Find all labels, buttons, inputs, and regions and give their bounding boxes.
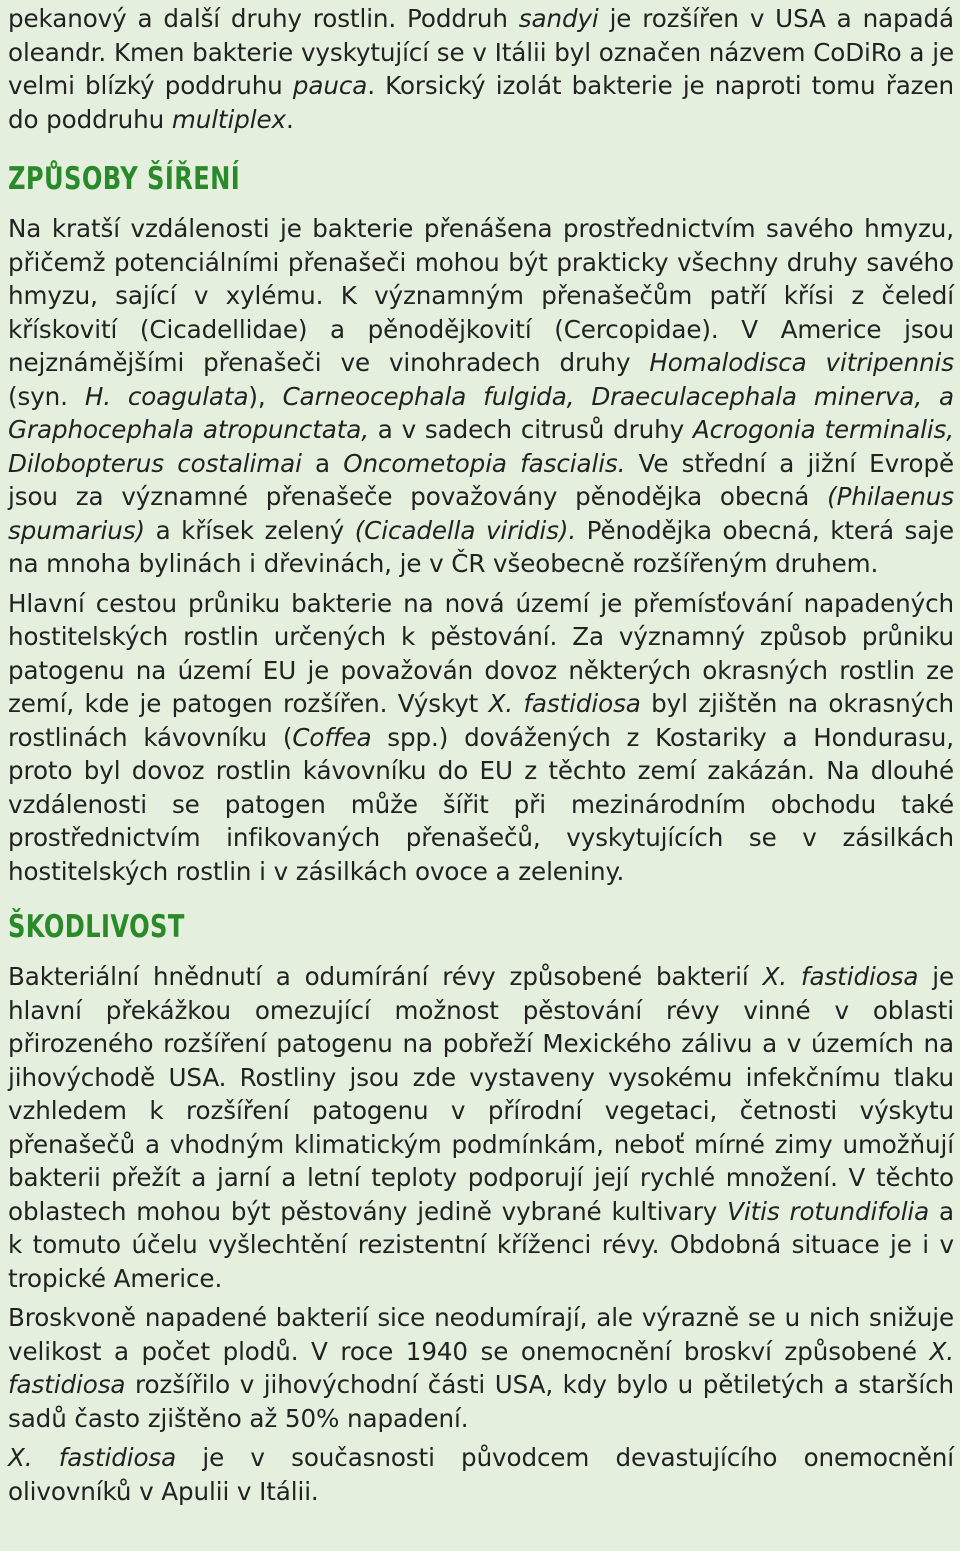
harm-paragraph-olive [8, 1441, 954, 1508]
text-span: Ve střední a jižní Evropě jsou za významné přenašeče považovány pěnodějka obecná [8, 448, 954, 511]
text-span: . [285, 104, 294, 134]
text-span: spp.) dovážených z Kostariky a Hondurasu, proto byl dovoz rostlin kávovníku do EU z těchto zemí zakázán. Na dlouhé vzdálenosti se patogen může šířit při mezinárodním obchodu také prostřednictvím infikovaných přenašečů, vyskytujících se v zásilkách hostitelských rostlin i v zásilkách ovoce a zeleniny. [8, 722, 954, 886]
species-name: Homalodisca vitripennis [649, 348, 954, 377]
harm-paragraph-peach [8, 1301, 954, 1435]
species-name: Carneocephala fulgida, Draeculacephala minerva, a Graphocephala atropunctata, [8, 381, 955, 444]
text-span: je rozšířen v USA a napadá oleandr. Kmen bakterie vyskytující se v Itálii byl označen názvem CoDiRo a je velmi blízký poddruhu [8, 4, 954, 100]
text-span: (syn. [8, 381, 85, 411]
species-name: Acrogonia terminalis, Dilobopterus costalimai [8, 415, 954, 478]
text-span: Hlavní cestou průniku bakterie na nová území je přemísťování napadených hostitelských rostlin určených k pěstování. Za významný způsob průniku patogenu na území EU je považován dovoz některých okrasných rostlin ze zemí, kde je patogen rozšířen. Výskyt [8, 588, 954, 718]
text-span: a v sadech citrusů druhy [368, 415, 693, 444]
text-span: Broskvoně napadené bakterií sice neodumírají, ale výrazně se u nich snižuje velikost a počet plodů. V roce 1940 se onemocnění broskví způsobené [8, 1303, 954, 1366]
species-name: X. fastidiosa [8, 1336, 954, 1399]
text-span: je hlavní překážkou omezující možnost pěstování révy vinné v oblasti přirozeného rozšíření patogenu na pobřeží Mexického zálivu a v územích na jihovýchodě USA. Rostliny jsou zde vystaveny vysokému infekčnímu tlaku vzhledem k rozšíření patogenu v přírodní vegetaci, četnosti výskytu přenašečů a vhodným klimatickým podmínkám, neboť mírné zimy umožňují bakterii přežít a jarní a letní teploty podporují její rychlé množení. V těchto oblastech mohou být pěstovány jedině vybrané kultivary [8, 962, 954, 1226]
subspecies-name: pauca [292, 71, 368, 100]
species-name: Coffea [292, 722, 372, 752]
text-span: Pěnodějka obecná, která saje na mnoha bylinách i dřevinách, je v ČR všeobecně rozšířeným druhem. [8, 515, 954, 578]
spread-paragraph-trade [8, 587, 954, 889]
text-span: je v současnosti původcem devastujícího onemocnění olivovníků v Apulii v Itálii. [8, 1443, 954, 1506]
subspecies-name: multiplex [171, 104, 286, 134]
spread-paragraph-vectors [8, 212, 954, 581]
subspecies-name: sandyi [518, 4, 599, 33]
text-span: byl zjištěn na okrasných rostlinách kávovníku ( [8, 689, 955, 752]
text-span: Na kratší vzdálenosti je bakterie přenášena prostřednictvím savého hmyzu, přičemž potenciálními přenašeči mohou být prakticky všechny druhy savého hmyzu, sající v xylému. K významným přenašečům patří křísi z čeledí křískovití (Cicadellidae) a pěnodějkovití (Cercopidae). V Americe jsou nejznámějšími přenašeči ve vinohradech druhy [8, 214, 954, 377]
text-span: pekanový a další druhy rostlin. Poddruh [8, 4, 519, 33]
species-name: (Philaenus spumarius) [8, 482, 954, 545]
text-span: . Korsický izolát bakterie je naproti tomu řazen do poddruhu [8, 71, 954, 134]
species-name: X. fastidiosa [488, 689, 641, 718]
species-name: Vitis rotundifolia [727, 1196, 930, 1226]
text-span: a křísek zelený [144, 515, 355, 545]
harm-paragraph-grapevine [8, 960, 954, 1295]
text-span: a k tomuto účelu vyšlechtění rezistentní kříženci révy. Obdobná situace je i v tropické Americe. [8, 1196, 954, 1293]
species-name: X. fastidiosa [8, 1443, 177, 1472]
section-heading-harm: ŠKODLIVOST [8, 909, 185, 945]
text-span: rozšířilo v jihovýchodní části USA, kdy bylo u pětiletých a starších sadů často zjištěno až 50% napadení. [8, 1370, 954, 1433]
species-name: (Cicadella viridis). [354, 515, 577, 545]
species-name: H. coagulata [84, 381, 249, 411]
intro-paragraph [8, 2, 954, 136]
text-span: ), [248, 381, 283, 411]
species-name: X. fastidiosa [762, 962, 919, 991]
section-heading-spread: ZPŮSOBY ŠÍŘENÍ [8, 161, 241, 197]
text-span: Bakteriální hnědnutí a odumírání révy způsobené bakterií [8, 962, 763, 991]
text-span: a [301, 448, 344, 478]
species-name: Oncometopia fascialis. [343, 448, 626, 478]
